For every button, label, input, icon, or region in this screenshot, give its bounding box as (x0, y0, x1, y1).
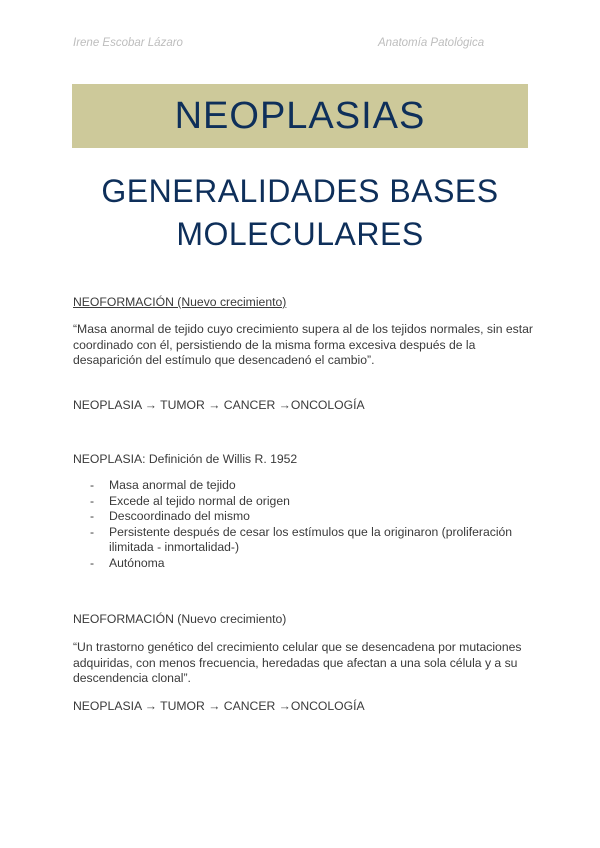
list-item: - Persistente después de cesar los estímulos que la originaron (proliferación ilimitada - inmortalidad-) (90, 525, 530, 556)
title-band (72, 84, 528, 148)
section2-heading: NEOFORMACIÓN (Nuevo crecimiento) (73, 612, 287, 626)
willis-list (90, 478, 530, 572)
list-item: - Masa anormal de tejido (90, 478, 530, 494)
subtitle-line-2: MOLECULARES (176, 216, 424, 252)
section1-quote: “Masa anormal de tejido cuyo crecimiento supera al de los tejidos normales, sin estar coordinado con él, persistiendo de la misma forma excesiva después de la desaparición del estímulo que desencadenó el cambio”. (73, 322, 533, 367)
page-title: NEOPLASIAS (174, 94, 426, 137)
subtitle-line-1: GENERALIDADES BASES (101, 173, 499, 209)
header-subject: Anatomía Patológica (378, 37, 485, 49)
section1-flow: NEOPLASIA → TUMOR → CANCER →ONCOLOGÍA (73, 398, 365, 412)
section2-flow: NEOPLASIA → TUMOR → CANCER →ONCOLOGÍA (73, 699, 365, 713)
header-author: Irene Escobar Lázaro (73, 37, 183, 49)
page-subtitle (72, 170, 528, 256)
section2-quote: “Un trastorno genético del crecimiento celular que se desencadena por mutaciones adquiridas, con menos frecuencia, heredadas que afectan a una sola célula y a su descendencia clonal”. (73, 640, 522, 685)
list-item: - Excede al tejido normal de origen (90, 494, 530, 510)
section1-heading: NEOFORMACIÓN (Nuevo crecimiento) (73, 295, 287, 309)
list-item: - Descoordinado del mismo (90, 509, 530, 525)
willis-heading: NEOPLASIA: Definición de Willis R. 1952 (73, 452, 298, 466)
list-item: - Autónoma (90, 556, 530, 572)
